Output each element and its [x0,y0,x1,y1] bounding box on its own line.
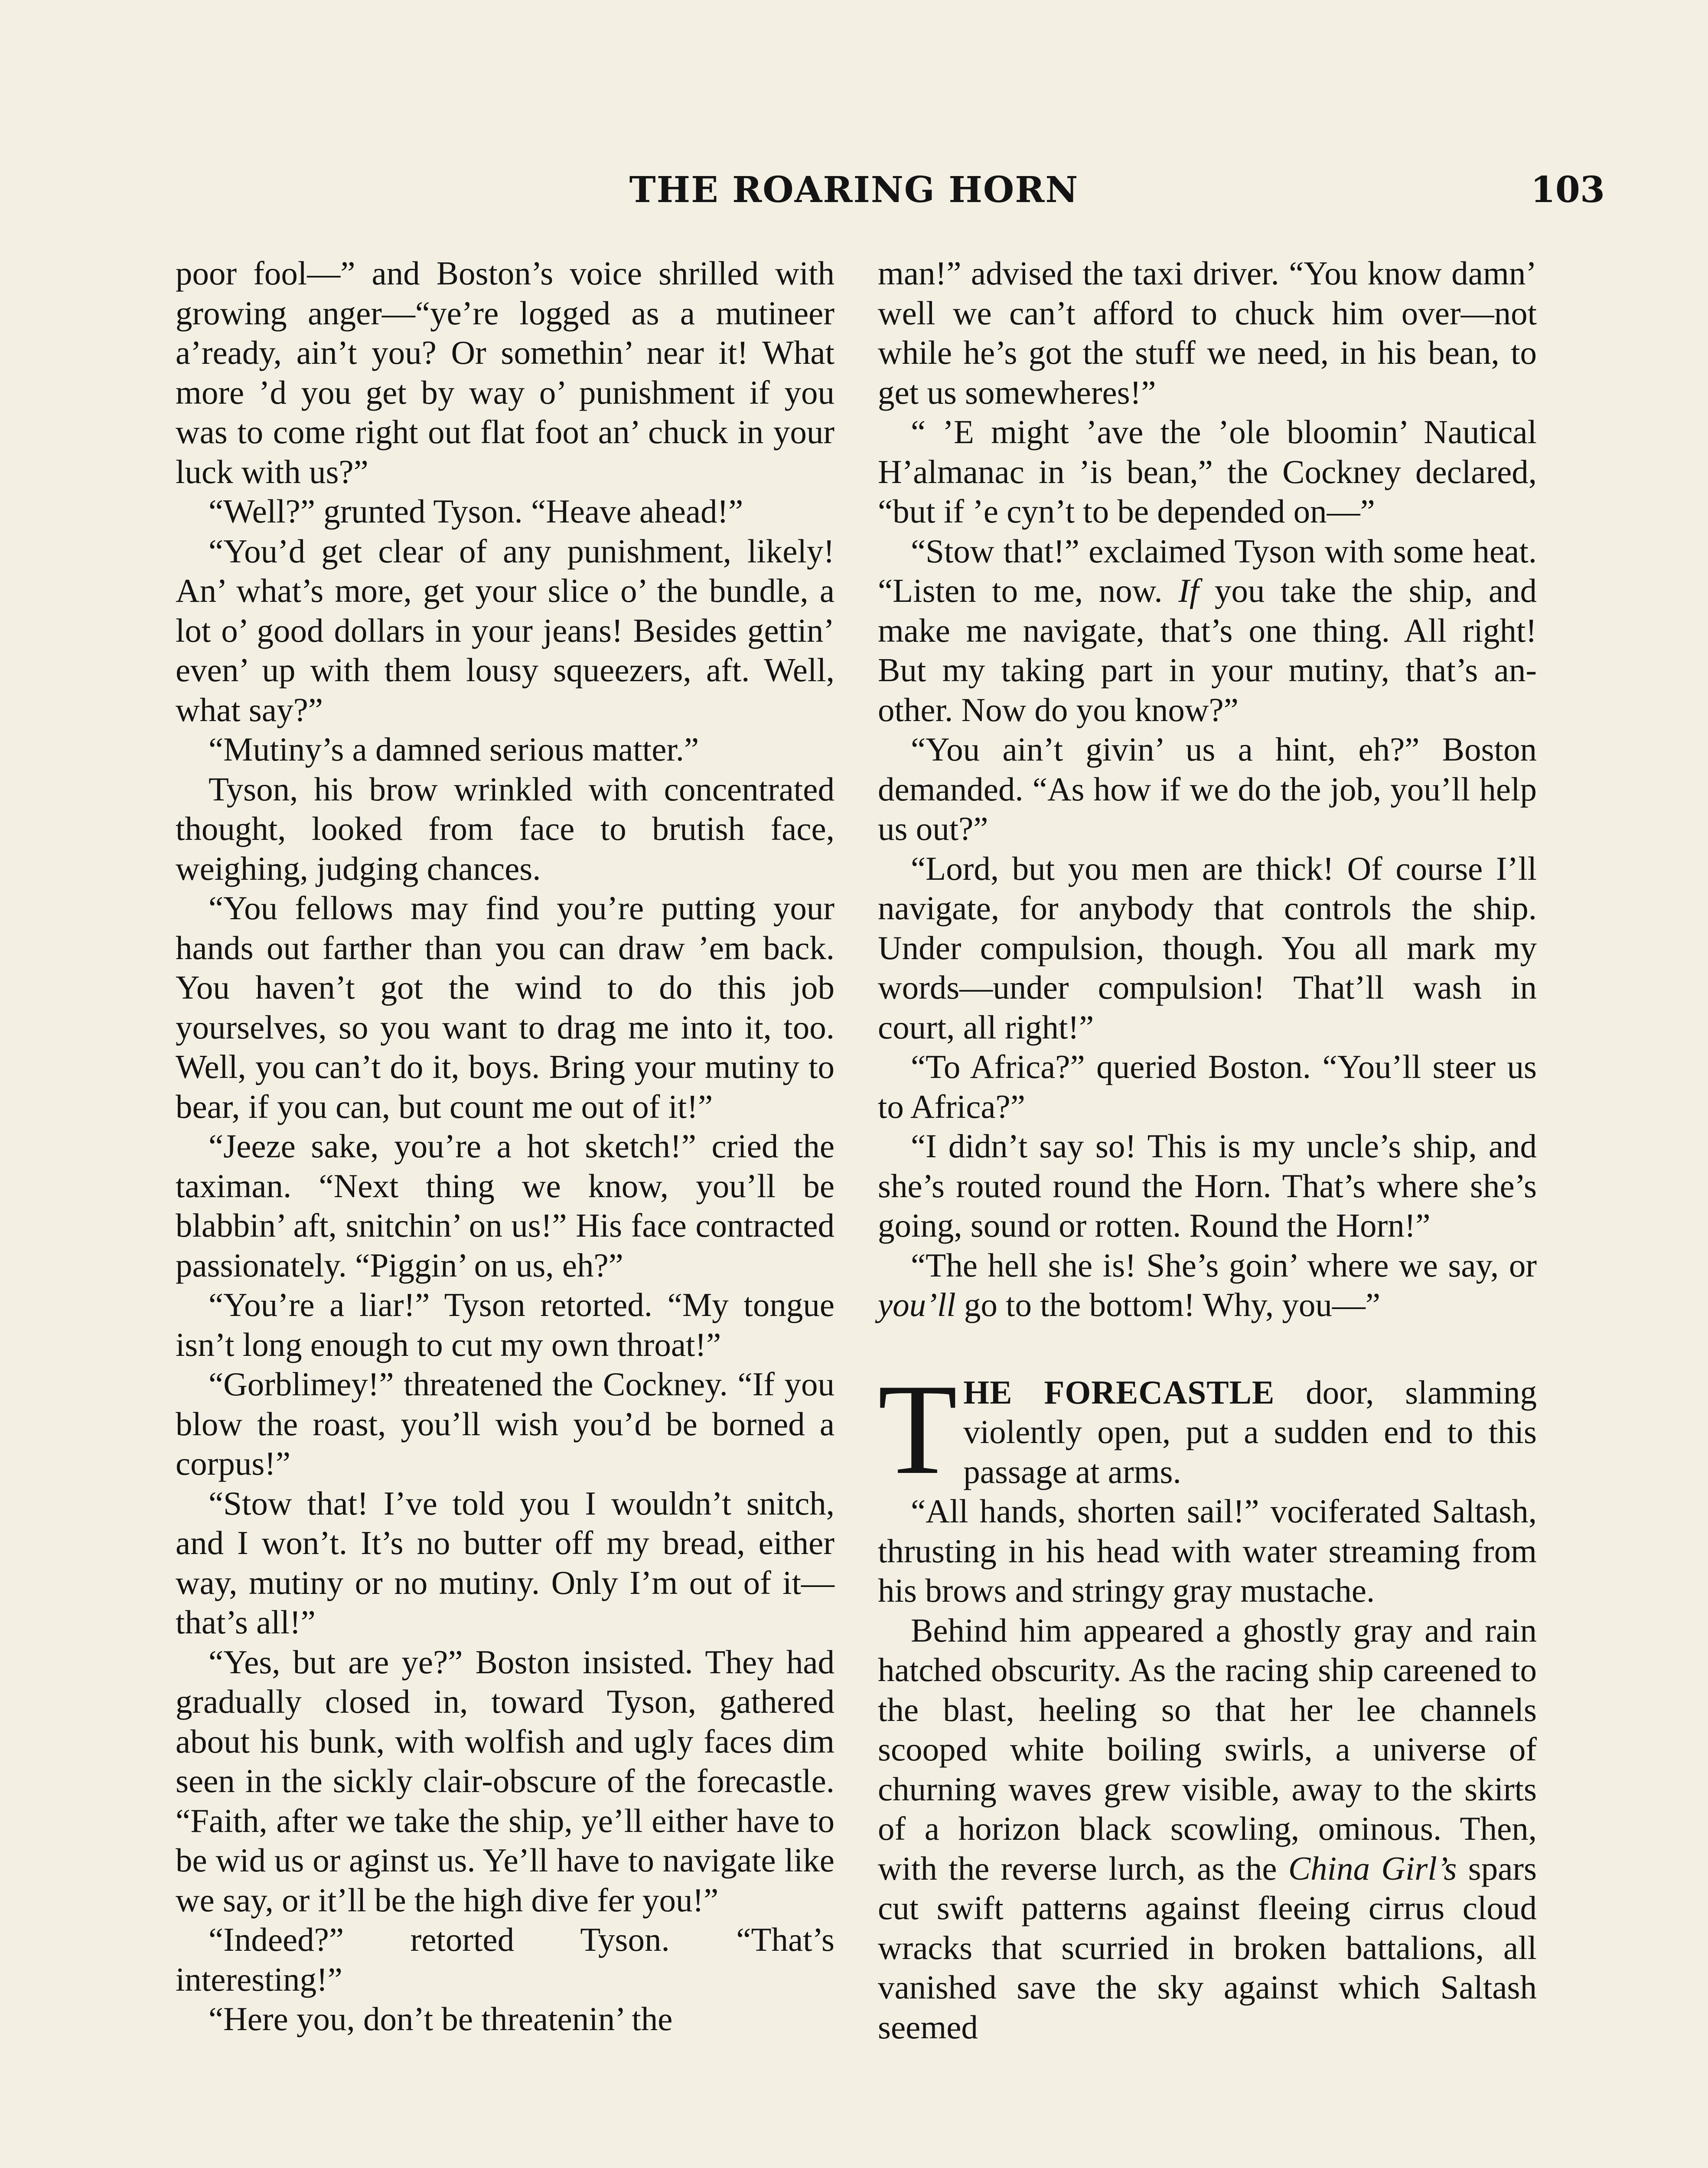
paragraph: man!” advised the taxi driver. “You know damn’ well we can’t afford to chuck him over—not while he’s got the stuff we need, in his bean, to get us somewheres!” [878,255,1537,411]
paragraph [878,532,1537,730]
paragraph [878,1246,1537,1325]
section-lead-caps: HE FORECASTLE [963,1373,1275,1411]
drop-cap: T [878,1357,958,1501]
paragraph: “You’d get clear of any punishment, likely! An’ what’s more, get your slice o’ the bundle, a lot o’ good dollars in your jeans! Besides gettin’ even’ up with them lousy squeezers, aft. Well, what say?” [176,532,834,728]
paragraph: “Indeed?” retorted Tyson. “That’s interesting!” [176,1921,834,1998]
left-column [176,254,834,2039]
paragraph: “Stow that! I’ve told you I wouldn’t snitch, and I won’t. It’s no butter off my bread, either way, mutiny or no mutiny. Only I’m out of it—that’s all!” [176,1484,834,1641]
paragraph [878,1611,1537,2047]
text-run: “Stow that!” exclaimed Tyson with some heat. “Listen to me, now. [878,532,1537,609]
italic-text: China Girl’s [1288,1849,1457,1887]
page-number: 103 [1530,169,1605,211]
paragraph: “You fellows may find you’re putting your hands out farther than you can draw ’em back. You haven’t got the wind to do this job yourselves, so you want to drag me into it, too. Well, you can’t do it, boys. Bring your mutiny to bear, if you can, but count me out of it!” [176,889,834,1125]
text-run: “The hell she is! She’s goin’ where we say, or [911,1246,1537,1284]
section-opening-paragraph [878,1357,1537,1501]
paragraph: poor fool—” and Boston’s voice shrilled with growing anger—“ye’re logged as a mutineer a’ready, ain’t you? Or somethin’ near it! What more ’d you get by way o’ punishment if you was to come right out flat foot an’ chuck in your luck with us?” [176,255,834,490]
paragraph: “Jeeze sake, you’re a hot sketch!” cried the taximan. “Next thing we know, you’ll be blabbin’ aft, snitchin’ on us!” His face contracted passionately. “Piggin’ on us, eh?” [176,1127,834,1284]
paragraph: “ ’E might ’ave the ’ole bloomin’ Nautical H’almanac in ’is bean,” the Cockney declared, “but if ’e cyn’t to be depended on—” [878,413,1537,530]
text-run: you take the ship, and make me navigate, that’s one thing. All right! But my taking part in your mutiny, that’s another. Now do you know?” [878,572,1537,728]
paragraph: “You’re a liar!” Tyson retorted. “My tongue isn’t long enough to cut my own throat!” [176,1286,834,1363]
paragraph: “Here you, don’t be threatenin’ the [209,2000,673,2037]
italic-text: you’ll [878,1286,956,1323]
paragraph: “Mutiny’s a damned serious matter.” [209,731,699,768]
paragraph: “Yes, but are ye?” Boston insisted. They had gradually closed in, toward Tyson, gathered about his bunk, with wolfish and ugly faces dim seen in the sickly clair-obscure of the forecastle. “Faith, after we take the ship, ye’ll either have to be wid us or aginst us. Ye’ll have to navigate like we say, or it’ll be the high dive fer you!” [176,1643,834,1919]
paragraph: Tyson, his brow wrinkled with concentrated thought, looked from face to brutish face, weighing, judging chances. [176,770,834,887]
paragraph: “Gorblimey!” threatened the Cockney. “If you blow the roast, you’ll wish you’d be borned a corpus!” [176,1365,834,1482]
text-run: go to the bottom! Why, you—” [955,1286,1381,1323]
paragraph: “I didn’t say so! This is my uncle’s ship, and she’s routed round the Horn. That’s where she’s going, sound or rotten. Round the Horn!” [878,1127,1537,1244]
page-title: THE ROARING HORN [629,169,1079,211]
paragraph: “To Africa?” queried Boston. “You’ll steer us to Africa?” [878,1048,1537,1125]
text-run: spars cut swift patterns against fleeing cirrus cloud wracks that scurried in broken battalions, all vanished save the sky against which Saltash seemed [878,1849,1537,2046]
paragraph: “You ain’t givin’ us a hint, eh?” Boston demanded. “As how if we do the job, you’ll help us out?” [878,731,1537,847]
paragraph: “Lord, but you men are thick! Of course I’ll navigate, for anybody that controls the ship. Under compulsion, though. You all mark my words—under compulsion! That’ll wash in court, all right!” [878,849,1537,1046]
paragraph: “Well?” grunted Tyson. “Heave ahead!” [209,493,743,530]
text-run: Behind him appeared a ghostly gray and rain hatched obscurity. As the racing ship careened to the blast, heeling so that her lee channels scooped white boiling swirls, a universe of churning waves grew visible, away to the skirts of a horizon black scowling, ominous. Then, with the reverse lurch, as the [878,1611,1537,1887]
italic-text: If [1178,572,1199,609]
right-column [878,254,1537,2047]
text-run: door, slamming violently open, put a sudden end to this passage at arms. [963,1373,1537,1490]
paragraph: “All hands, shorten sail!” vociferated Saltash, thrusting in his head with water streaming from his brows and stringy gray mustache. [878,1492,1537,1609]
